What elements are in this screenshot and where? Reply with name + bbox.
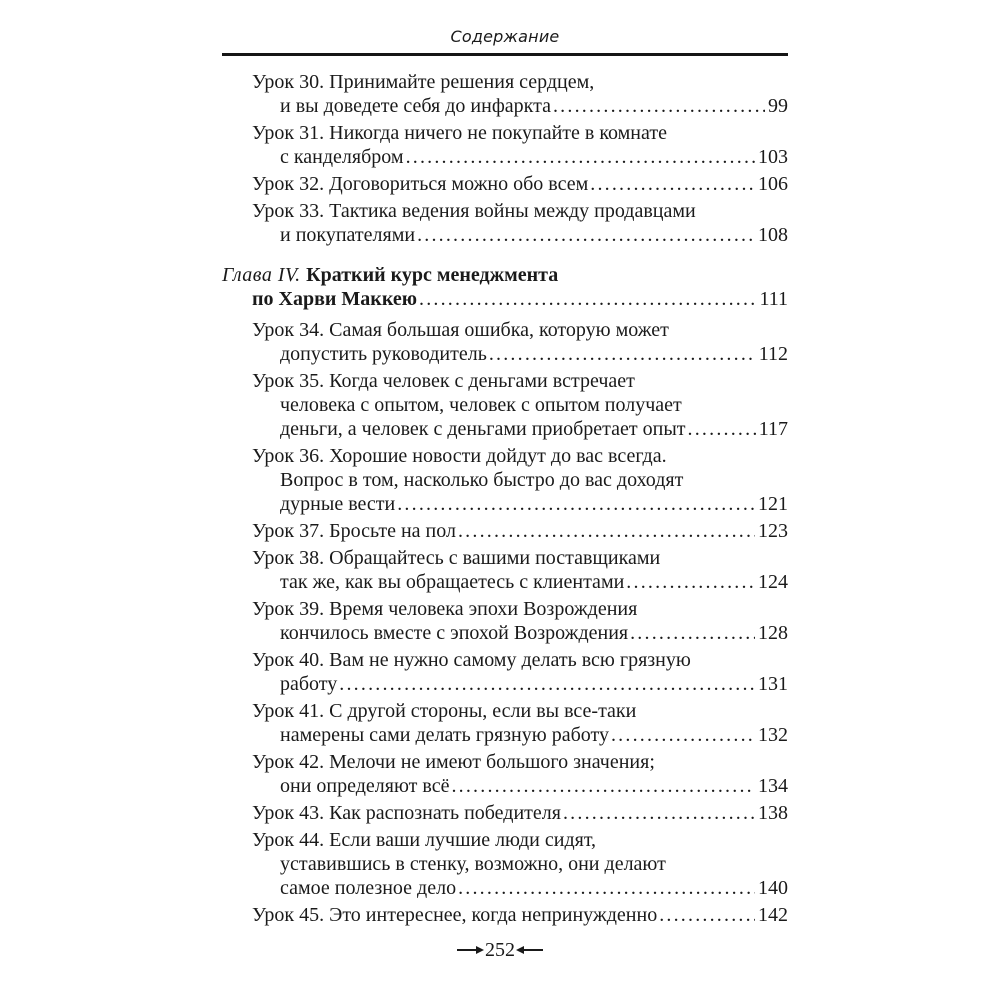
toc-entry-line [222, 621, 788, 645]
toc-entry-page-number: 138 [758, 802, 788, 824]
toc-entry-line [222, 801, 788, 825]
toc-lesson-entry [222, 801, 788, 825]
dot-leader [688, 417, 756, 441]
toc-entry-text: допустить руководитель [280, 343, 487, 365]
dot-leader [659, 903, 755, 927]
dot-leader [553, 94, 765, 118]
dot-leader [419, 287, 756, 311]
dot-leader [397, 492, 755, 516]
toc-lesson-entry [222, 699, 788, 747]
toc-entry-text: и покупателями [280, 224, 416, 246]
toc-entry-text: Глава IV. Краткий курс менеджмента [222, 264, 559, 286]
toc-entry-text: так же, как вы обращаетесь с клиентами [280, 571, 625, 593]
toc-entry-line [222, 172, 788, 196]
toc-entry-text: Урок 35. Когда человек с деньгами встречает [252, 370, 635, 392]
toc-entry-text: Урок 33. Тактика ведения войны между продавцами [252, 200, 696, 222]
toc-entry-line [222, 417, 788, 441]
folio-page-number: 252 [485, 938, 515, 961]
toc-entry-text: Урок 37. Бросьте на пол [252, 520, 456, 542]
toc-entry-page-number: 131 [758, 673, 788, 695]
toc-lesson-entry [222, 318, 788, 366]
dot-leader [626, 570, 755, 594]
toc-lesson-entry [222, 828, 788, 900]
toc-entry-text: дурные вести [280, 493, 396, 515]
toc-entry-text: Урок 40. Вам не нужно самому делать всю грязную [252, 649, 691, 671]
chapter-number-label: Глава IV. [222, 264, 307, 286]
dot-leader [489, 342, 756, 366]
toc-entry-page-number: 108 [758, 224, 788, 246]
arrow-left-icon [523, 949, 543, 951]
toc-entry-text: Урок 32. Договориться можно обо всем [252, 173, 589, 195]
text-column [222, 0, 788, 930]
toc-lesson-entry [222, 444, 788, 516]
toc-entry-page-number: 117 [758, 418, 788, 440]
toc-entry-text: Вопрос в том, насколько быстро до вас доходят [280, 469, 684, 491]
toc-entry-line [222, 597, 788, 621]
toc-entry-page-number: 132 [758, 724, 788, 746]
toc-entry-line [222, 492, 788, 516]
toc-entry-text: Урок 42. Мелочи не имеют большого значения; [252, 751, 655, 773]
toc-entry-text: Урок 31. Никогда ничего не покупайте в комнате [252, 122, 667, 144]
toc-lesson-entry [222, 70, 788, 118]
page-footer [0, 938, 1000, 962]
toc-entry-text: деньги, а человек с деньгами приобретает опыт [280, 418, 686, 440]
toc-lesson-entry [222, 172, 788, 196]
toc-entry-text: Урок 45. Это интереснее, когда непринужденно [252, 904, 658, 926]
arrow-right-icon [457, 949, 477, 951]
toc-lesson-entry [222, 648, 788, 696]
toc-entry-text: Урок 44. Если ваши лучшие люди сидят, [252, 829, 597, 851]
toc-entry-line [222, 774, 788, 798]
toc-entry-text: Урок 36. Хорошие новости дойдут до вас всегда. [252, 445, 667, 467]
toc-entry-line [222, 648, 788, 672]
running-head-title: Содержание [450, 27, 560, 46]
toc-entry-line [222, 546, 788, 570]
toc-lesson-entry [222, 121, 788, 169]
toc-entry-text: Урок 34. Самая большая ошибка, которую может [252, 319, 669, 341]
table-of-contents [222, 70, 788, 927]
toc-entry-line [222, 672, 788, 696]
toc-entry-line [222, 828, 788, 852]
toc-entry-line [222, 318, 788, 342]
toc-entry-line [222, 699, 788, 723]
toc-entry-page-number: 99 [768, 95, 788, 117]
toc-entry-page-number: 111 [759, 288, 788, 310]
toc-entry-line [222, 903, 788, 927]
dot-leader [451, 774, 755, 798]
toc-entry-line [222, 121, 788, 145]
toc-entry-text: намерены сами делать грязную работу [280, 724, 609, 746]
toc-entry-line [222, 369, 788, 393]
toc-lesson-entry [222, 903, 788, 927]
toc-entry-text: Урок 41. С другой стороны, если вы все-таки [252, 700, 637, 722]
toc-entry-line [222, 468, 788, 492]
toc-entry-line [222, 199, 788, 223]
toc-lesson-entry [222, 597, 788, 645]
toc-entry-page-number: 106 [758, 173, 788, 195]
toc-entry-text: и вы доведете себя до инфаркта [280, 95, 551, 117]
toc-entry-line [222, 287, 788, 311]
toc-entry-text: самое полезное дело [280, 877, 457, 899]
toc-entry-line [222, 444, 788, 468]
toc-entry-page-number: 142 [758, 904, 788, 926]
toc-chapter-entry [222, 263, 788, 311]
toc-entry-page-number: 123 [758, 520, 788, 542]
toc-entry-text: работу [280, 673, 338, 695]
toc-entry-text: Урок 43. Как распознать победителя [252, 802, 561, 824]
toc-lesson-entry [222, 546, 788, 594]
toc-entry-line [222, 94, 788, 118]
toc-entry-page-number: 140 [758, 877, 788, 899]
toc-entry-line [222, 723, 788, 747]
dot-leader [458, 519, 755, 543]
toc-lesson-entry [222, 369, 788, 441]
dot-leader [406, 145, 755, 169]
toc-entry-line [222, 223, 788, 247]
toc-entry-page-number: 103 [758, 146, 788, 168]
toc-entry-page-number: 124 [758, 571, 788, 593]
toc-entry-text: кончилось вместе с эпохой Возрождения [280, 622, 629, 644]
toc-entry-line [222, 570, 788, 594]
toc-entry-text: Урок 30. Принимайте решения сердцем, [252, 71, 595, 93]
toc-entry-line [222, 263, 788, 287]
toc-entry-line [222, 519, 788, 543]
dot-leader [563, 801, 755, 825]
toc-entry-page-number: 121 [758, 493, 788, 515]
toc-entry-text: уставившись в стенку, возможно, они делают [280, 853, 666, 875]
toc-entry-line [222, 393, 788, 417]
toc-entry-page-number: 112 [758, 343, 788, 365]
toc-entry-line [222, 342, 788, 366]
toc-entry-line [222, 852, 788, 876]
toc-entry-text: Урок 39. Время человека эпохи Возрождения [252, 598, 638, 620]
toc-entry-line [222, 145, 788, 169]
dot-leader [339, 672, 755, 696]
dot-leader [611, 723, 755, 747]
dot-leader [630, 621, 755, 645]
toc-lesson-entry [222, 199, 788, 247]
toc-entry-text: они определяют всё [280, 775, 450, 797]
toc-entry-line [222, 876, 788, 900]
toc-entry-page-number: 134 [758, 775, 788, 797]
dot-leader [590, 172, 755, 196]
toc-entry-text: с канделябром [280, 146, 404, 168]
toc-entry-line [222, 70, 788, 94]
toc-lesson-entry [222, 519, 788, 543]
toc-entry-text: Урок 38. Обращайтесь с вашими поставщиками [252, 547, 661, 569]
toc-entry-text: по Харви Маккею [252, 288, 417, 310]
toc-lesson-entry [222, 750, 788, 798]
toc-entry-page-number: 128 [758, 622, 788, 644]
toc-entry-text: человека с опытом, человек с опытом получает [280, 394, 682, 416]
toc-entry-line [222, 750, 788, 774]
dot-leader [458, 876, 755, 900]
header-rule [222, 53, 788, 56]
dot-leader [417, 223, 755, 247]
